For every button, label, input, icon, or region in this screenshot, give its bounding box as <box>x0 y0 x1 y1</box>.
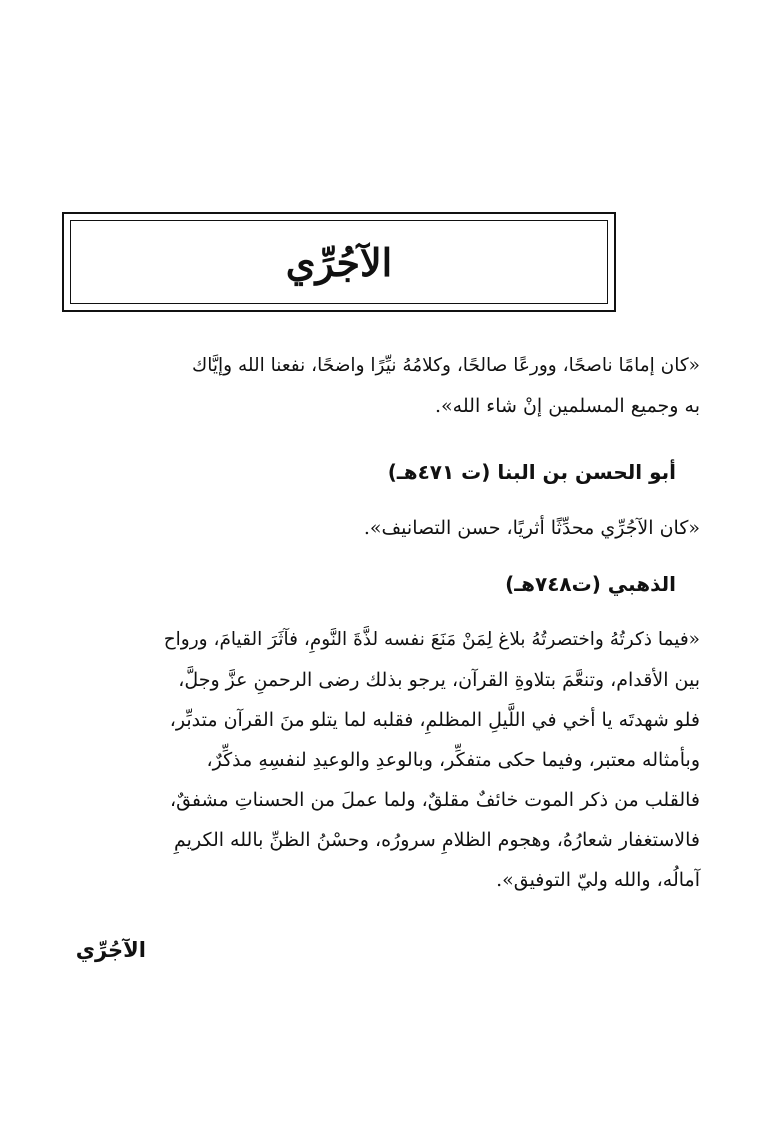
quote-1-line: «كان إمامًا ناصحًا، وورعًا صالحًا، وكلامُهُ نيِّرًا واضحًا، نفعنا الله وإيَّاك <box>191 355 700 376</box>
quote-3-line: فالاستغفار شعارُهُ، وهجوم الظلامِ سرورُه، وحسْنُ الظنِّ بالله الكريمِ <box>174 829 700 851</box>
page-title: الآجُرِّي <box>285 239 393 285</box>
quote-3-line: بين الأقدام، وتنعَّمَ بتلاوةِ القرآن، يرجو بذلك رضى الرحمنِ عزَّ وجلَّ، <box>178 669 700 691</box>
quote-3-line: وبأمثاله معتبر، وفيما حكى متفكِّر، وبالوعدِ والوعيدِ لنفسِهِ مذكِّرٌ، <box>206 749 700 771</box>
quote-3-line: فلو شهدتَه يا أخي في اللَّيلِ المظلمِ، فقلبه لما يتلو منَ القرآن متدبِّر، <box>169 709 700 731</box>
attribution-1: أبو الحسن بن البنا (ت ٤٧١هـ) <box>387 460 676 484</box>
title-frame-inner <box>70 220 608 304</box>
attribution-2: الذهبي (ت٧٤٨هـ) <box>505 572 676 596</box>
quote-3-line: «فيما ذكرتُهُ واختصرتُهُ بلاغ لِمَنْ مَنَعَ نفسه لذَّةَ النَّومِ، فآثَرَ القيامَ، ورواح <box>163 629 700 650</box>
quote-3-line: فالقلب من ذكر الموت خائفٌ مقلقٌ، ولما عملَ من الحسناتِ مشفقٌ، <box>169 789 700 811</box>
quote-2 <box>364 508 700 548</box>
quote-2-line: «كان الآجُرِّي محدِّثًا أثريًا، حسن التصانيف». <box>363 517 700 539</box>
quote-3 <box>60 620 700 900</box>
signature: الآجُرِّي <box>75 938 146 962</box>
title-frame <box>62 212 616 312</box>
quote-1 <box>60 346 700 426</box>
quote-1-line: به وجميع المسلمين إنْ شاء الله». <box>435 395 700 417</box>
quote-3-line: آمالُه، والله وليّ التوفيق». <box>496 869 700 891</box>
